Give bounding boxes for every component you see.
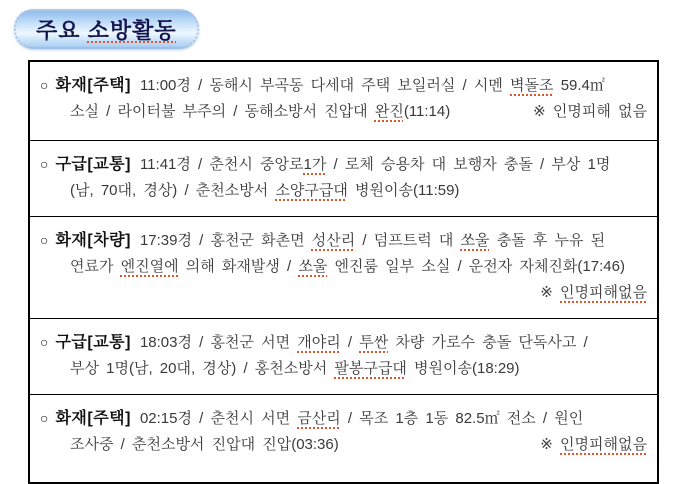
incident-text: 조사중 / 춘천소방서 진압대 진압(03:36): [70, 436, 339, 453]
incident-text: 17:39경 / 홍천군 화촌면 성산리 / 덤프트럭 대 쏘울 충돌 후 누유 된: [139, 232, 606, 249]
bullet-circle-icon: ○: [40, 232, 49, 248]
incident-text: 18:03경 / 홍천군 서면 개야리 / 투싼 차량 가로수 충돌 단독사고 /: [139, 334, 588, 351]
incident-line: [40, 99, 647, 125]
incident-table: [28, 60, 659, 484]
page-title: [14, 9, 199, 49]
incident-row-rescue-traffic-hongcheon: [30, 318, 657, 394]
page-title-text: 주요 소방활동: [36, 17, 177, 43]
incident-line: [40, 178, 647, 204]
incident-row-rescue-traffic-chuncheon: [30, 140, 657, 216]
incident-line: [40, 227, 647, 254]
incident-line: [40, 72, 647, 99]
incident-line: [40, 280, 647, 306]
incident-text: 부상 1명(남, 20대, 경상) / 홍천소방서 팔봉구급대 병원이송(18:29): [70, 360, 520, 377]
incident-text: 02:15경 / 춘천시 서면 금산리 / 목조 1층 1동 82.5㎡ 전소 / 원인: [139, 410, 584, 427]
incident-text: 연료가 엔진열에 의해 화재발생 / 쏘울 엔진룸 일부 소실 / 운전자 자체진화(17:46): [70, 258, 625, 275]
incident-line: [40, 151, 647, 178]
incident-text: 11:00경 / 동해시 부곡동 다세대 주택 보일러실 / 시멘 벽돌조 59.4㎡: [139, 77, 605, 94]
incident-text: 소실 / 라이터불 부주의 / 동해소방서 진압대 완진(11:14): [70, 103, 451, 120]
incident-text: (남, 70대, 경상) / 춘천소방서 소양구급대 병원이송(11:59): [70, 182, 460, 199]
incident-line: [40, 254, 647, 280]
incident-row-fire-vehicle-hongcheon: [30, 216, 657, 318]
incident-category: 화재[주택]: [55, 410, 131, 427]
bullet-circle-icon: ○: [40, 156, 49, 172]
incident-category: 구급[교통]: [55, 156, 131, 173]
bullet-circle-icon: ○: [40, 334, 49, 350]
incident-category: 구급[교통]: [55, 334, 131, 351]
incident-category: 화재[차량]: [55, 232, 131, 249]
incident-line: [40, 432, 647, 458]
incident-row-fire-house-donghae: [30, 62, 657, 140]
casualty-note: ※ 인명피해 없음: [533, 103, 647, 120]
casualty-note: ※ 인명피해없음: [540, 436, 647, 453]
incident-text: 11:41경 / 춘천시 중앙로1가 / 로체 승용차 대 보행자 충돌 / 부상 1명: [139, 156, 611, 173]
incident-line: [40, 329, 647, 356]
bullet-circle-icon: ○: [40, 77, 49, 93]
incident-line: [40, 356, 647, 382]
casualty-note: ※ 인명피해없음: [540, 284, 647, 301]
incident-row-fire-house-chuncheon: [30, 394, 657, 482]
incident-category: 화재[주택]: [55, 77, 131, 94]
bullet-circle-icon: ○: [40, 410, 49, 426]
incident-line: [40, 405, 647, 432]
